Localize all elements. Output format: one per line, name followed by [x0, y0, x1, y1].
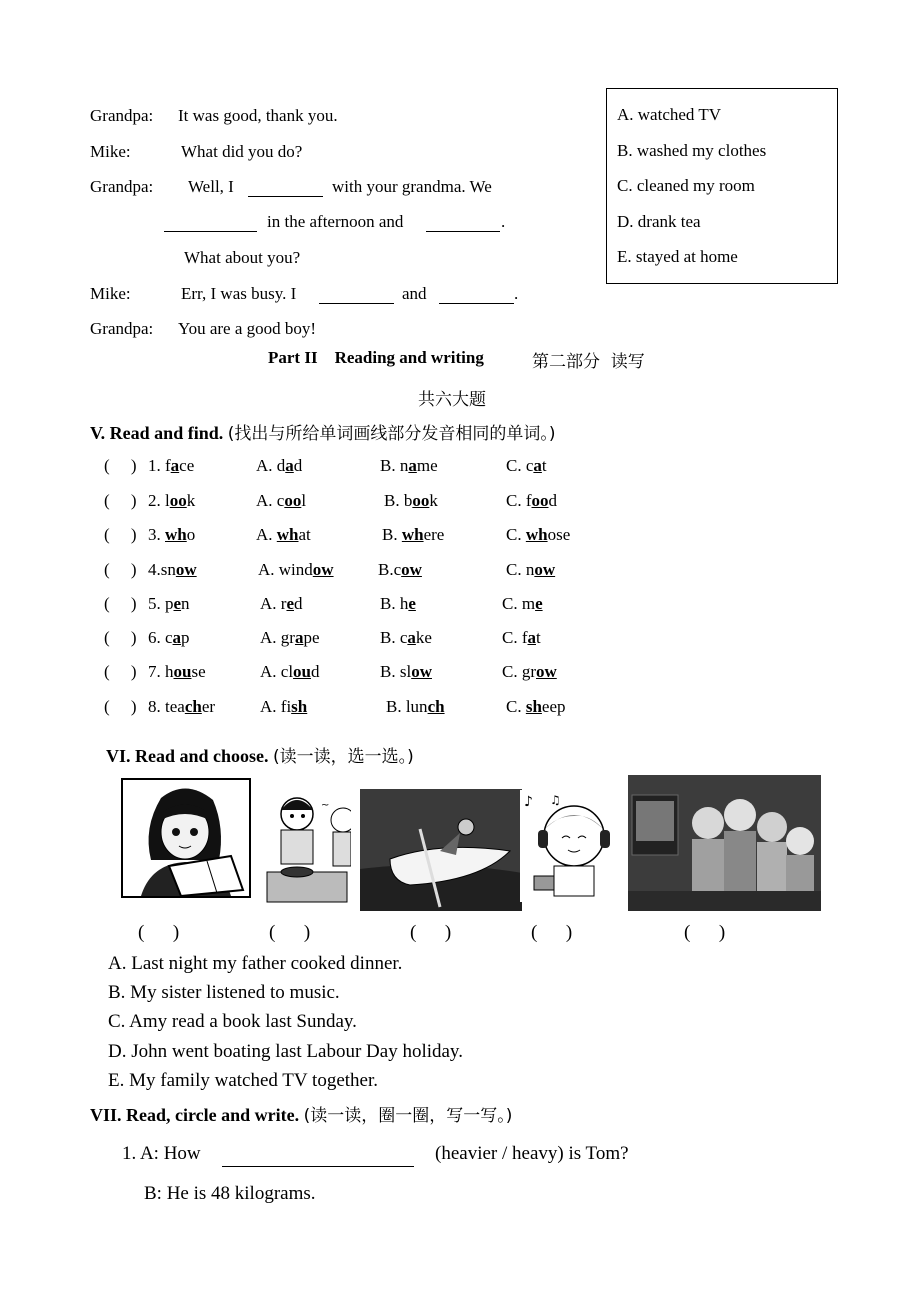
- target-word: [148, 525, 195, 545]
- word-part: se: [191, 662, 206, 681]
- section-instruction: (读一读，选一选。): [273, 747, 414, 767]
- picture-boy-cooking: [263, 790, 351, 908]
- option-c: [502, 662, 557, 682]
- section-title: VII. Read, circle and write.: [90, 1105, 300, 1125]
- line-text: and: [402, 284, 427, 303]
- choice-option-a: A. Last night my father cooked dinner.: [108, 953, 403, 974]
- word-option: B. washed my clothes: [617, 141, 767, 160]
- dialogue-line-2: [90, 142, 303, 162]
- word-part: me: [416, 456, 438, 475]
- target-word: [148, 662, 206, 682]
- choice-option-e: E. My family watched TV together.: [108, 1070, 378, 1091]
- underlined-letters: oo: [169, 491, 187, 510]
- choice-option-b: B. My sister listened to music.: [108, 982, 340, 1003]
- line-text: What did you do?: [181, 142, 303, 161]
- word-part: eep: [541, 697, 566, 716]
- word-part: C. gr: [502, 662, 536, 681]
- word-part: 2. l: [148, 491, 170, 510]
- choice-option-c: C. Amy read a book last Sunday.: [108, 1011, 357, 1032]
- picture-family-tv: [628, 775, 821, 911]
- word-part: k: [429, 491, 438, 510]
- part-subtitle: 共六大题: [418, 390, 486, 410]
- word-part: o: [186, 525, 196, 544]
- section-instruction: (读一读，圈一圈，写一写。): [303, 1106, 513, 1126]
- option-a: [256, 525, 311, 545]
- option-a: [258, 560, 334, 580]
- word-part: ose: [547, 525, 571, 544]
- answer-blank[interactable]: [439, 286, 514, 304]
- option-b: [380, 662, 432, 682]
- section-title: VI. Read and choose.: [106, 746, 269, 766]
- underlined-letters: wh: [165, 525, 187, 544]
- word-part: A. wind: [258, 560, 313, 579]
- target-word: [148, 697, 215, 717]
- underlined-letters: e: [535, 594, 543, 613]
- dialogue-line-5: [184, 248, 300, 268]
- underlined-letters: oo: [531, 491, 549, 510]
- word-part: A. gr: [260, 628, 295, 647]
- word-part: n: [181, 594, 190, 613]
- word-option: E. stayed at home: [617, 247, 738, 266]
- underlined-letters: a: [533, 456, 542, 475]
- underlined-letters: sh: [291, 697, 308, 716]
- line-text: .: [501, 212, 506, 231]
- line-text: Well, I: [188, 177, 234, 196]
- question-1-answer: B: He is 48 kilograms.: [144, 1183, 316, 1204]
- word-part: C.: [506, 525, 526, 544]
- word-part: 5. p: [148, 594, 174, 613]
- word-part: C. f: [506, 491, 532, 510]
- option-a: [260, 628, 320, 648]
- underlined-letters: wh: [525, 525, 548, 544]
- target-word: [148, 491, 195, 511]
- word-part: at: [298, 525, 311, 544]
- word-part: t: [536, 628, 541, 647]
- word-part: ere: [423, 525, 445, 544]
- answer-paren[interactable]: ( ): [104, 456, 137, 475]
- word-part: ke: [415, 628, 432, 647]
- underlined-letters: e: [286, 594, 294, 613]
- option-a: [260, 594, 303, 614]
- word-part: 4.sn: [148, 560, 176, 579]
- dialogue-line-3: [90, 177, 610, 197]
- answer-blank[interactable]: [222, 1147, 414, 1167]
- line-text: You are a good boy!: [178, 319, 317, 338]
- word-part: 7. h: [148, 662, 174, 681]
- word-part: B. b: [384, 491, 413, 510]
- underlined-letters: ow: [534, 560, 556, 579]
- option-b: [386, 697, 445, 717]
- underlined-letters: ow: [312, 560, 334, 579]
- underlined-letters: ch: [184, 697, 202, 716]
- underlined-letters: a: [407, 628, 416, 647]
- answer-paren[interactable]: ( ): [104, 628, 137, 647]
- question-text: (heavier / heavy) is Tom?: [435, 1143, 629, 1164]
- word-part: 6. c: [148, 628, 173, 647]
- question-text: 1. A: How: [122, 1143, 201, 1164]
- word-part: d: [294, 594, 303, 613]
- option-b: [380, 628, 432, 648]
- underlined-letters: wh: [401, 525, 424, 544]
- word-option: D. drank tea: [617, 212, 701, 231]
- underlined-letters: e: [408, 594, 416, 613]
- speaker: Mike:: [90, 142, 131, 161]
- word-part: er: [201, 697, 216, 716]
- option-a: [256, 491, 306, 511]
- word-option: A. watched TV: [617, 105, 722, 124]
- line-text: Err, I was busy. I: [181, 284, 297, 303]
- word-part: 8. tea: [148, 697, 185, 716]
- word-part: A. fi: [260, 697, 292, 716]
- word-part: B. h: [380, 594, 409, 613]
- word-part: A.: [256, 525, 277, 544]
- word-part: A. c: [256, 491, 285, 510]
- option-b: [382, 525, 444, 545]
- underlined-letters: a: [285, 456, 294, 475]
- option-b: [380, 594, 416, 614]
- dialogue-line-1: [90, 106, 338, 126]
- word-part: d: [548, 491, 557, 510]
- underlined-letters: ou: [293, 662, 312, 681]
- section-7-heading: [90, 1101, 512, 1126]
- picture-boating: [360, 789, 522, 911]
- underlined-letters: sh: [525, 697, 542, 716]
- answer-blank[interactable]: [319, 286, 394, 304]
- svg-text:♪: ♪: [524, 794, 533, 810]
- underlined-letters: oo: [284, 491, 302, 510]
- word-option: C. cleaned my room: [617, 176, 755, 195]
- underlined-letters: ow: [401, 560, 422, 579]
- answer-paren[interactable]: ( ): [104, 525, 137, 544]
- underlined-letters: ch: [427, 697, 445, 716]
- word-part: C. f: [502, 628, 528, 647]
- option-a: [260, 662, 320, 682]
- part-title: Part II Reading and writing: [268, 348, 484, 367]
- word-part: C. c: [506, 456, 534, 475]
- answer-paren-2[interactable]: ( ): [269, 922, 311, 943]
- option-c: [502, 594, 543, 614]
- target-word: [148, 628, 190, 648]
- underlined-letters: a: [172, 628, 182, 647]
- word-part: k: [186, 491, 196, 510]
- answer-paren-5[interactable]: ( ): [684, 922, 726, 943]
- section-5-heading: [90, 419, 555, 444]
- picture-girl-music: [520, 790, 625, 902]
- underlined-letters: a: [527, 628, 536, 647]
- choice-option-d: D. John went boating last Labour Day holiday.: [108, 1041, 463, 1062]
- dialogue-line-7: [90, 319, 317, 339]
- section-instruction: (找出与所给单词画线部分发音相同的单词。): [227, 424, 556, 444]
- underlined-letters: e: [173, 594, 182, 613]
- option-c: [506, 491, 557, 511]
- speaker: Grandpa:: [90, 177, 154, 196]
- section-6-heading: [106, 742, 414, 767]
- option-c: [506, 697, 566, 717]
- line-text: in the afternoon and: [267, 212, 404, 231]
- word-part: B. sl: [380, 662, 412, 681]
- section-title: V. Read and find.: [90, 423, 224, 443]
- word-part: 3.: [148, 525, 165, 544]
- underlined-letters: a: [408, 456, 417, 475]
- dialogue-line-6: [90, 284, 530, 304]
- speaker: Mike:: [90, 284, 131, 303]
- answer-paren[interactable]: ( ): [104, 594, 137, 613]
- underlined-letters: ow: [536, 662, 557, 681]
- option-c: [506, 525, 570, 545]
- line-text: with your grandma. We: [332, 177, 492, 196]
- word-part: A. r: [260, 594, 287, 613]
- answer-paren[interactable]: ( ): [104, 697, 137, 716]
- word-part: p: [181, 628, 190, 647]
- option-c: [502, 628, 541, 648]
- answer-paren-3[interactable]: ( ): [410, 922, 452, 943]
- word-part: B. n: [380, 456, 409, 475]
- part-title-cn: 第二部分 读写: [532, 352, 645, 372]
- line-text: .: [514, 284, 519, 303]
- option-c: [506, 456, 547, 476]
- word-box: [606, 88, 838, 284]
- question-1: [122, 1143, 682, 1165]
- underlined-letters: oo: [412, 491, 430, 510]
- word-part: B.: [382, 525, 402, 544]
- speaker: Grandpa:: [90, 319, 154, 338]
- speaker: Grandpa:: [90, 106, 154, 125]
- word-part: B. c: [380, 628, 408, 647]
- answer-paren-1[interactable]: ( ): [138, 922, 180, 943]
- line-text: What about you?: [184, 248, 301, 267]
- word-part: B.c: [378, 560, 402, 579]
- answer-blank[interactable]: [164, 214, 257, 232]
- word-part: l: [301, 491, 307, 510]
- target-word: [148, 456, 194, 476]
- underlined-letters: ou: [173, 662, 192, 681]
- word-part: pe: [303, 628, 320, 647]
- option-b: [384, 491, 438, 511]
- option-a: [260, 697, 307, 717]
- word-part: B. lun: [386, 697, 428, 716]
- answer-blank[interactable]: [426, 214, 500, 232]
- answer-paren[interactable]: ( ): [104, 491, 137, 510]
- option-b: [380, 456, 438, 476]
- underlined-letters: ow: [175, 560, 197, 579]
- word-part: C. n: [506, 560, 535, 579]
- answer-blank[interactable]: [248, 179, 323, 197]
- underlined-letters: a: [170, 456, 180, 475]
- word-part: t: [541, 456, 547, 475]
- target-word: [148, 594, 190, 614]
- target-word: [148, 560, 197, 580]
- picture-girl-reading: [121, 778, 251, 898]
- word-part: A. d: [256, 456, 286, 475]
- option-b: [378, 560, 422, 580]
- word-part: d: [311, 662, 320, 681]
- word-part: C. m: [502, 594, 536, 613]
- word-part: C.: [506, 697, 526, 716]
- underlined-letters: wh: [276, 525, 299, 544]
- word-part: ce: [179, 456, 195, 475]
- underlined-letters: ow: [411, 662, 432, 681]
- option-c: [506, 560, 555, 580]
- svg-text:~: ~: [321, 800, 330, 811]
- svg-text:♫: ♫: [550, 793, 561, 807]
- answer-paren[interactable]: ( ): [104, 560, 137, 579]
- answer-paren-4[interactable]: ( ): [531, 922, 573, 943]
- option-a: [256, 456, 302, 476]
- word-part: 1. f: [148, 456, 171, 475]
- answer-paren[interactable]: ( ): [104, 662, 137, 681]
- underlined-letters: a: [294, 628, 304, 647]
- word-part: d: [293, 456, 303, 475]
- line-text: It was good, thank you.: [178, 106, 338, 125]
- word-part: A. cl: [260, 662, 294, 681]
